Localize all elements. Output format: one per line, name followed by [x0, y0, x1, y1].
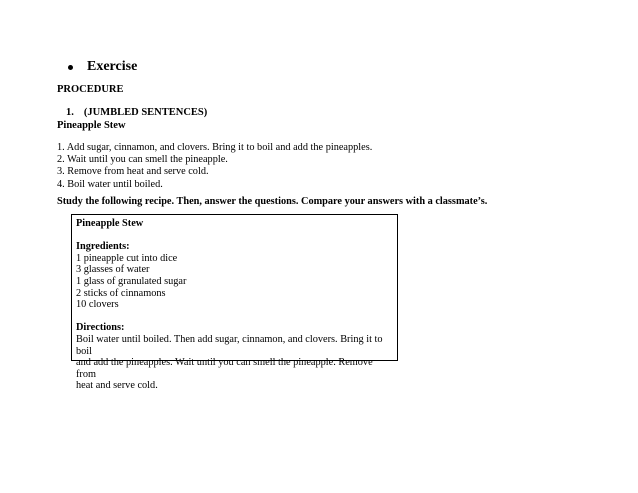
ingredient-item: 1 glass of granulated sugar — [76, 275, 187, 287]
directions-heading: Directions: — [76, 322, 125, 334]
recipe-title: Pineapple Stew — [76, 218, 144, 229]
exercise-title: Exercise — [87, 59, 138, 74]
procedure-heading: PROCEDURE — [57, 84, 124, 95]
study-instruction: Study the following recipe. Then, answer the questions. Compare your answers with a classmate’s. — [57, 196, 488, 207]
step-item: 1. Add sugar, cinnamon, and clovers. Bring it to boil and add the pineapples. — [57, 142, 373, 153]
directions-line: heat and serve cold. — [76, 380, 158, 392]
procedure-subtitle: Pineapple Stew — [57, 120, 126, 131]
ingredients-heading: Ingredients: — [76, 241, 130, 253]
item-title: (JUMBLED SENTENCES) — [83, 107, 208, 118]
exercise-heading — [68, 59, 137, 75]
ingredient-item: 10 clovers — [76, 299, 119, 311]
step-item: 2. Wait until you can smell the pineapple. — [57, 154, 228, 166]
ingredient-item: 3 glasses of water — [76, 264, 150, 276]
ingredient-item: 2 sticks of cinnamons — [76, 287, 166, 299]
step-item: 3. Remove from heat and serve cold. — [57, 166, 209, 178]
directions-line: Boil water until boiled. Then add sugar, cinnamon, and clovers. Bring it to boil — [76, 333, 383, 357]
jumbled-sentences-heading — [66, 107, 207, 118]
step-item: 4. Boil water until boiled. — [57, 178, 163, 190]
jumbled-steps-list — [57, 142, 372, 191]
ingredient-item: 1 pineapple cut into dice — [76, 252, 178, 264]
bullet-icon — [68, 65, 73, 70]
item-number: 1. — [66, 107, 74, 118]
recipe-box — [71, 214, 398, 392]
directions-line: and add the pineapples. Wait until you can smell the pineapple. Remove from — [76, 357, 373, 380]
